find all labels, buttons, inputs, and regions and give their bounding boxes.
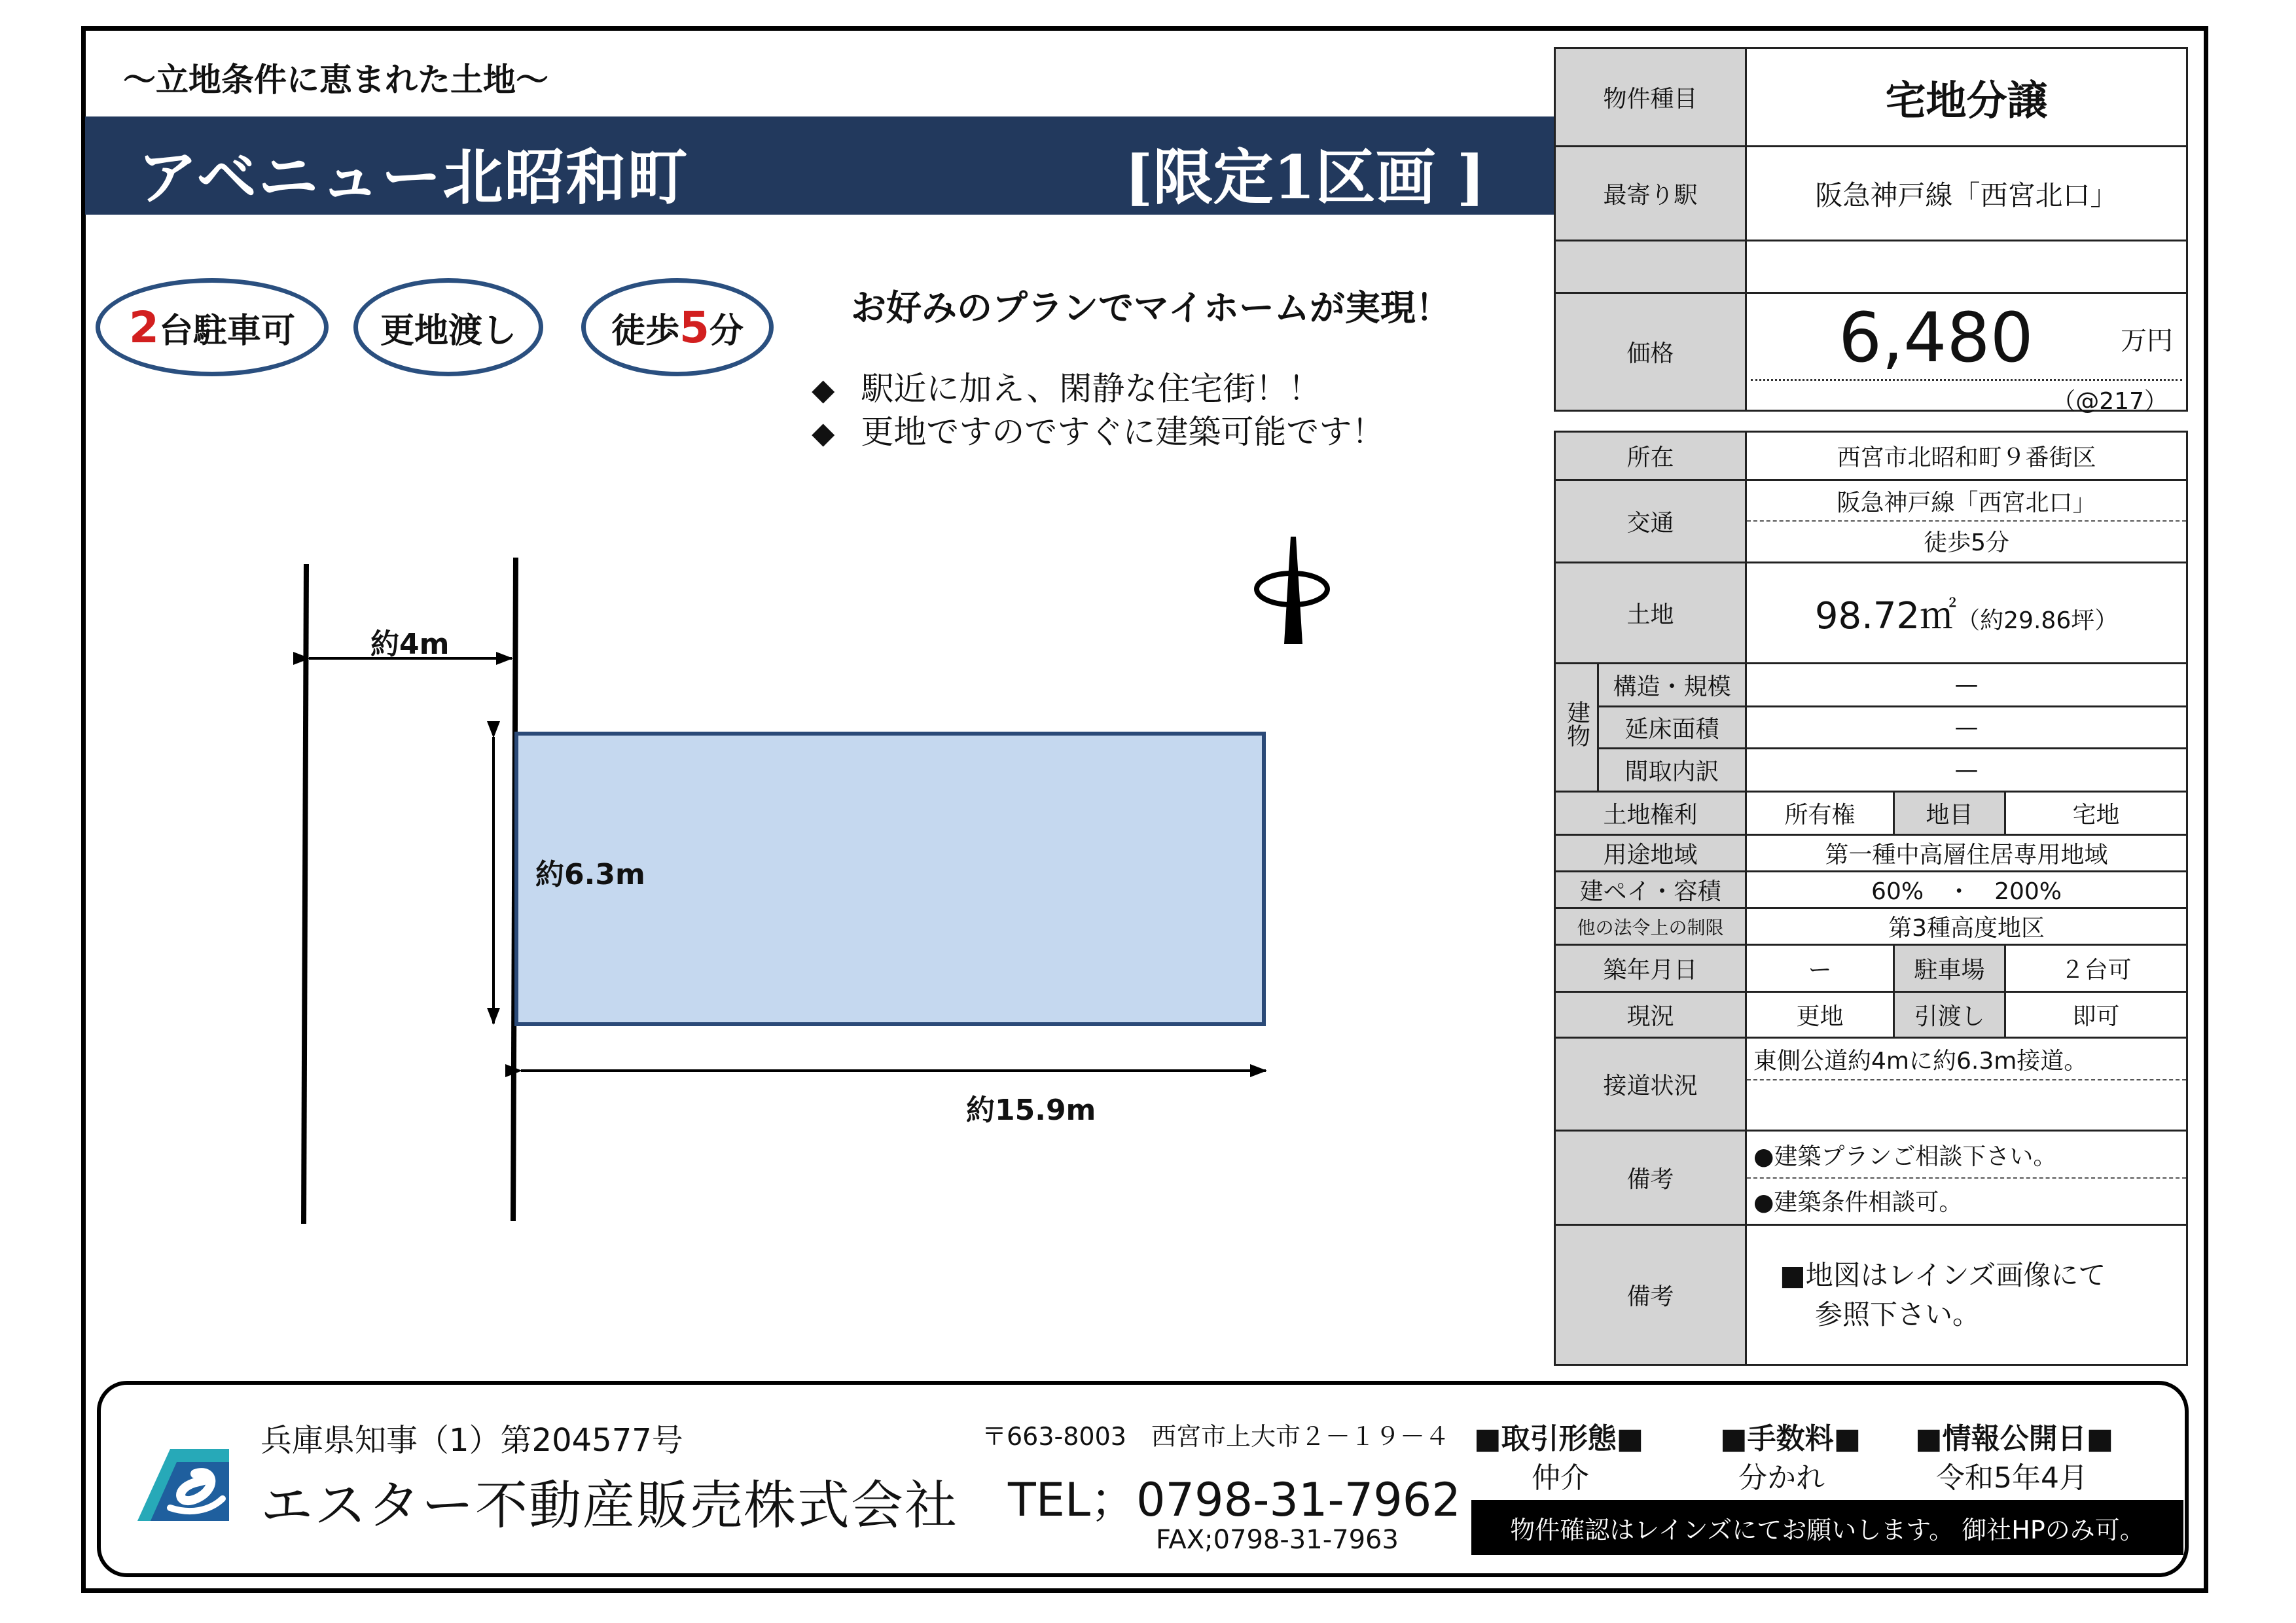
company-address: 〒663-8003 西宮市上大市２－１９－４	[982, 1422, 1450, 1451]
note-condition: ●建築条件相談可。	[1753, 1189, 1963, 1216]
promo-bullet-text: 駅近に加え、閑静な住宅街！！	[861, 370, 1321, 408]
note-plan: ●建築プランご相談下さい。	[1747, 1133, 2186, 1179]
blank-label	[1555, 241, 1746, 293]
road-access-cell	[1746, 1038, 2187, 1131]
handover-value: 即可	[2005, 992, 2187, 1038]
company-logo-icon	[131, 1436, 236, 1534]
parking-value: ２台可	[2005, 945, 2187, 992]
badge-parking-number: 2	[129, 302, 159, 353]
summary-table	[1554, 47, 2188, 415]
structure-value: —	[1746, 664, 2187, 707]
land-label: 土地	[1555, 563, 1746, 664]
road-access-value: 東側公道約4mに約6.3m接道。	[1747, 1039, 2186, 1080]
type-value: 宅地分譲	[1746, 48, 2187, 147]
diamond-icon: ◆	[812, 415, 835, 450]
price-unit: 万円	[2121, 326, 2173, 356]
land-rights-label: 土地権利	[1555, 792, 1746, 835]
road-width-label: 約4m	[370, 628, 450, 661]
land-category-value: 宅地	[2005, 792, 2187, 835]
price-label: 価格	[1555, 293, 1746, 411]
notes-cell	[1746, 1131, 2187, 1225]
company-tel: TEL；0798-31-7962	[1008, 1473, 1461, 1527]
property-title: アベニュー北昭和町	[137, 142, 689, 213]
badge-walk-number: 5	[679, 302, 709, 353]
road-access-label: 接道状況	[1555, 1038, 1746, 1131]
floor-area-value: —	[1746, 707, 2187, 749]
status-value: 更地	[1746, 992, 1894, 1038]
blank-value	[1746, 241, 2187, 293]
badge-vacant-text: 更地渡し	[380, 311, 516, 351]
land-tsubo: （約29.86坪）	[1956, 607, 2119, 634]
badge-parking-text: 台駐車可	[158, 311, 295, 351]
company-fax: FAX;0798-31-7963	[1156, 1525, 1399, 1555]
restriction-value: 第3種高度地区	[1746, 908, 2187, 945]
limited-lots: [限定1区画 ]	[1124, 142, 1486, 213]
zoning-value: 第一種中高層住居専用地域	[1746, 835, 2187, 872]
price-per-tsubo: （@217）	[2052, 388, 2168, 415]
built-date-value: ー	[1746, 945, 1894, 992]
transport-line: 阪急神戸線「西宮北口」	[1747, 482, 2186, 522]
coverage-label: 建ペイ・容積	[1555, 872, 1746, 908]
fee-label: ■手数料■	[1720, 1422, 1861, 1455]
badge-walk-post: 分	[709, 311, 744, 351]
license-number: 兵庫県知事（1）第204577号	[260, 1422, 683, 1459]
notes-label: 備考	[1555, 1131, 1746, 1225]
map-note-cell	[1746, 1225, 2187, 1365]
detail-table	[1554, 431, 2188, 1366]
north-arrow-icon	[1257, 537, 1327, 644]
zoning-label: 用途地域	[1555, 835, 1746, 872]
coverage-value: 60% ・ 200%	[1746, 872, 2187, 908]
type-label: 物件種目	[1555, 48, 1746, 147]
land-area: 98.72㎡	[1814, 594, 1957, 637]
release-date-label: ■情報公開日■	[1915, 1422, 2114, 1455]
layout-value: —	[1746, 749, 2187, 792]
tagline: 〜立地条件に恵まれた土地〜	[123, 61, 548, 99]
transport-cell	[1746, 480, 2187, 563]
promo-headline: お好みのプランでマイホームが実現！	[851, 287, 1451, 329]
map-note-line1: ■地図はレインズ画像にて	[1780, 1258, 2106, 1291]
deal-type-value: 仲介	[1532, 1461, 1589, 1495]
deal-type-label: ■取引形態■	[1474, 1422, 1644, 1455]
built-date-label: 築年月日	[1555, 945, 1746, 992]
badge-walk-pre: 徒歩	[611, 311, 680, 351]
price-divider	[1751, 379, 2182, 381]
diamond-icon: ◆	[812, 372, 835, 407]
station-label: 最寄り駅	[1555, 147, 1746, 241]
transport-walk: 徒歩5分	[1924, 529, 2009, 556]
confirmation-notice: 物件確認はレインズにてお願いします。 御社HPのみ可。	[1471, 1500, 2183, 1555]
company-name: エスター不動産販売株式会社	[260, 1475, 958, 1536]
station-value: 阪急神戸線「西宮北口」	[1746, 147, 2187, 241]
land-rights-value: 所有権	[1746, 792, 1894, 835]
price-cell	[1746, 293, 2187, 415]
notes2-label: 備考	[1555, 1225, 1746, 1365]
location-value: 西宮市北昭和町９番街区	[1746, 432, 2187, 480]
road-line-west	[304, 564, 306, 1224]
promo-bullet-text: 更地ですのですぐに建築可能です！	[861, 413, 1385, 451]
building-label-text: 建物	[1563, 700, 1590, 747]
building-label	[1555, 664, 1598, 792]
handover-label: 引渡し	[1894, 992, 2005, 1038]
map-note-line2: 参照下さい。	[1815, 1298, 1981, 1330]
lot-length-label: 約15.9m	[966, 1094, 1096, 1127]
lot-depth-label: 約6.3m	[535, 858, 645, 891]
transport-label: 交通	[1555, 480, 1746, 563]
restriction-label: 他の法令上の制限	[1555, 908, 1746, 945]
release-date-value: 令和5年4月	[1936, 1461, 2088, 1495]
structure-label: 構造・規模	[1598, 664, 1746, 707]
parking-label: 駐車場	[1894, 945, 2005, 992]
floor-area-label: 延床面積	[1598, 707, 1746, 749]
layout-label: 間取内訳	[1598, 749, 1746, 792]
price-value: 6,480	[1839, 298, 2034, 378]
location-label: 所在	[1555, 432, 1746, 480]
land-category-label: 地目	[1894, 792, 2005, 835]
status-label: 現況	[1555, 992, 1746, 1038]
fee-value: 分かれ	[1738, 1461, 1825, 1495]
land-cell	[1746, 563, 2187, 664]
